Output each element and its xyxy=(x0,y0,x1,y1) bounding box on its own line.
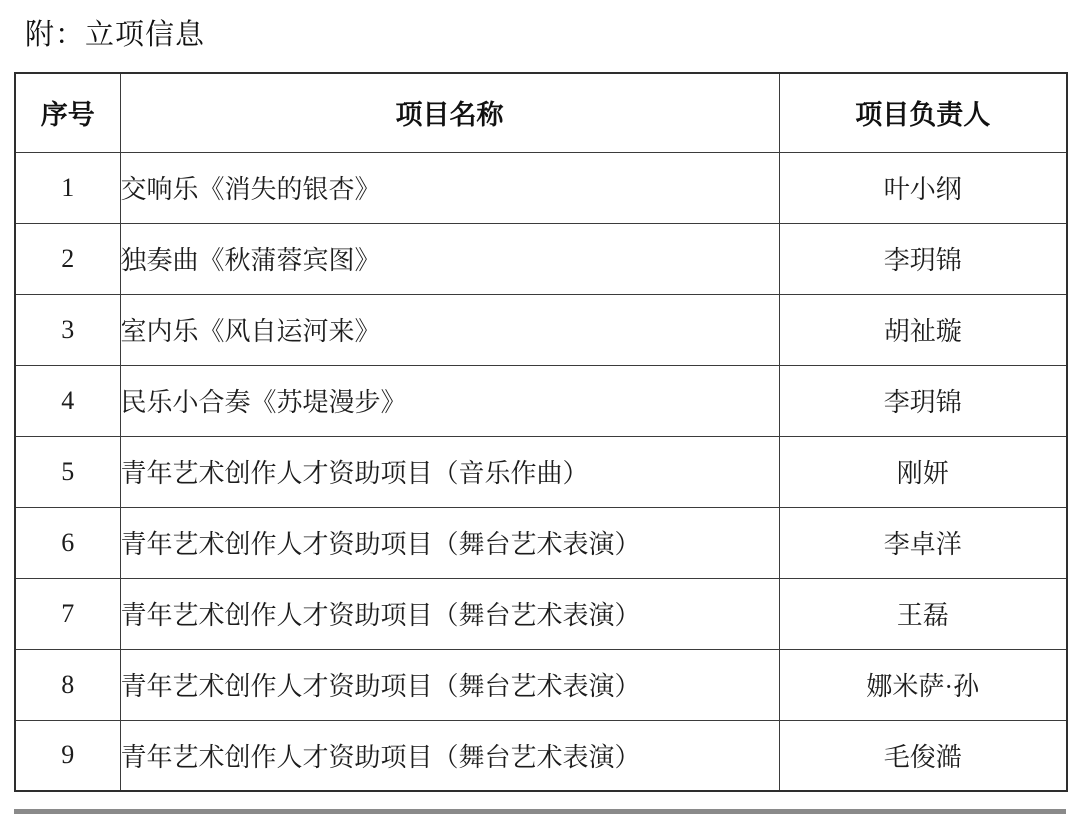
project-name-cell: 民乐小合奏《苏堤漫步》 xyxy=(120,365,779,436)
serial-number-cell: 6 xyxy=(15,507,120,578)
serial-number-cell: 9 xyxy=(15,720,120,791)
project-leader-cell: 李卓洋 xyxy=(779,507,1067,578)
column-header-serial: 序号 xyxy=(15,73,120,152)
project-leader-cell: 李玥锦 xyxy=(779,365,1067,436)
table-row xyxy=(15,507,1067,578)
project-name-cell: 青年艺术创作人才资助项目（舞台艺术表演） xyxy=(120,507,779,578)
table-row xyxy=(15,294,1067,365)
column-header-leader: 项目负责人 xyxy=(779,73,1067,152)
project-name-cell: 交响乐《消失的银杏》 xyxy=(120,152,779,223)
project-name-cell: 青年艺术创作人才资助项目（音乐作曲） xyxy=(120,436,779,507)
table-row xyxy=(15,649,1067,720)
table-row xyxy=(15,720,1067,791)
table-header-row xyxy=(15,73,1067,152)
project-leader-cell: 王磊 xyxy=(779,578,1067,649)
project-name-cell: 青年艺术创作人才资助项目（舞台艺术表演） xyxy=(120,578,779,649)
project-info-table xyxy=(14,72,1068,792)
page-title: 附：立项信息 xyxy=(25,19,206,51)
serial-number-cell: 1 xyxy=(15,152,120,223)
project-leader-cell: 毛俊澔 xyxy=(779,720,1067,791)
serial-number-cell: 4 xyxy=(15,365,120,436)
table-row xyxy=(15,578,1067,649)
project-leader-cell: 叶小纲 xyxy=(779,152,1067,223)
serial-number-cell: 2 xyxy=(15,223,120,294)
project-leader-cell: 娜米萨·孙 xyxy=(779,649,1067,720)
project-leader-cell: 李玥锦 xyxy=(779,223,1067,294)
project-name-cell: 青年艺术创作人才资助项目（舞台艺术表演） xyxy=(120,649,779,720)
project-leader-cell: 胡祉璇 xyxy=(779,294,1067,365)
serial-number-cell: 7 xyxy=(15,578,120,649)
table-body xyxy=(15,152,1067,791)
project-name-cell: 室内乐《风自运河来》 xyxy=(120,294,779,365)
table-row xyxy=(15,223,1067,294)
table-row xyxy=(15,365,1067,436)
table-row xyxy=(15,436,1067,507)
project-leader-cell: 刚妍 xyxy=(779,436,1067,507)
page-cut-line xyxy=(14,809,1066,814)
serial-number-cell: 3 xyxy=(15,294,120,365)
serial-number-cell: 5 xyxy=(15,436,120,507)
project-name-cell: 独奏曲《秋蒲蓉宾图》 xyxy=(120,223,779,294)
serial-number-cell: 8 xyxy=(15,649,120,720)
table-row xyxy=(15,152,1067,223)
project-name-cell: 青年艺术创作人才资助项目（舞台艺术表演） xyxy=(120,720,779,791)
column-header-project: 项目名称 xyxy=(120,73,779,152)
